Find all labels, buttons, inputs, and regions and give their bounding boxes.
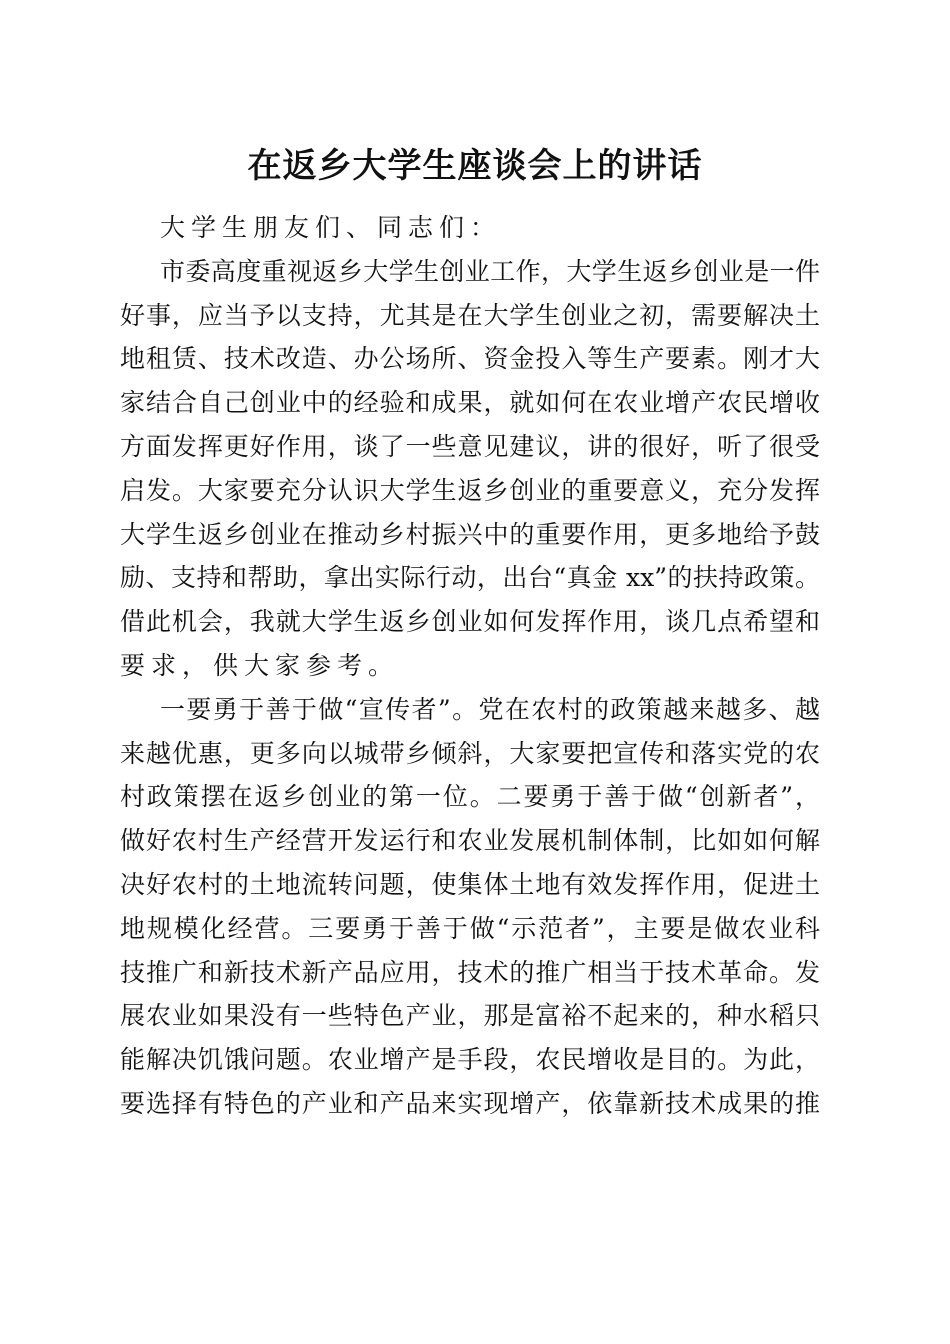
text-line: 展农业如果没有一些特色产业，那是富裕不起来的，种水稻只 <box>120 1001 820 1031</box>
document-body <box>120 206 820 1126</box>
text-line: 决好农村的土地流转问题，使集体土地有效发挥作用，促进土 <box>120 869 820 899</box>
text-line: 家结合自己创业中的经验和成果，就如何在农业增产农民增收 <box>120 388 820 418</box>
text-line: 要求，供大家参考。 <box>120 650 400 680</box>
text-line: 大学生返乡创业在推动乡村振兴中的重要作用，更多地给予鼓 <box>120 519 820 549</box>
text-line: 市委高度重视返乡大学生创业工作，大学生返乡创业是一件 <box>160 256 820 286</box>
text-line: 一要勇于善于做“宣传者”。党在农村的政策越来越多、越 <box>160 694 820 724</box>
text-line: 大学生朋友们、同志们： <box>160 213 502 242</box>
text-line: 能解决饥饿问题。农业增产是手段，农民增收是目的。为此， <box>120 1045 820 1075</box>
text-line: 励、支持和帮助，拿出实际行动，出台“真金 xx”的扶持政策。 <box>120 563 820 593</box>
text-line: 村政策摆在返乡创业的第一位。二要勇于善于做“创新者”， <box>120 782 820 812</box>
text-line: 来越优惠，更多向以城带乡倾斜，大家要把宣传和落实党的农 <box>120 738 820 768</box>
text-line: 好事，应当予以支持，尤其是在大学生创业之初，需要解决土 <box>120 300 820 330</box>
text-line: 地租赁、技术改造、办公场所、资金投入等生产要素。刚才大 <box>120 344 820 374</box>
text-line: 借此机会，我就大学生返乡创业如何发挥作用，谈几点希望和 <box>120 607 820 637</box>
text-line: 启发。大家要充分认识大学生返乡创业的重要意义，充分发挥 <box>120 475 820 505</box>
document-title: 在返乡大学生座谈会上的讲话 <box>247 146 703 186</box>
text-line: 要选择有特色的产业和产品来实现增产，依靠新技术成果的推 <box>120 1088 820 1118</box>
text-line: 做好农村生产经营开发运行和农业发展机制体制，比如如何解 <box>120 826 820 856</box>
text-line: 技推广和新技术新产品应用，技术的推广相当于技术革命。发 <box>120 957 820 987</box>
text-line: 地规模化经营。三要勇于善于做“示范者”，主要是做农业科 <box>120 913 820 943</box>
text-line: 方面发挥更好作用，谈了一些意见建议，讲的很好，听了很受 <box>120 431 820 461</box>
